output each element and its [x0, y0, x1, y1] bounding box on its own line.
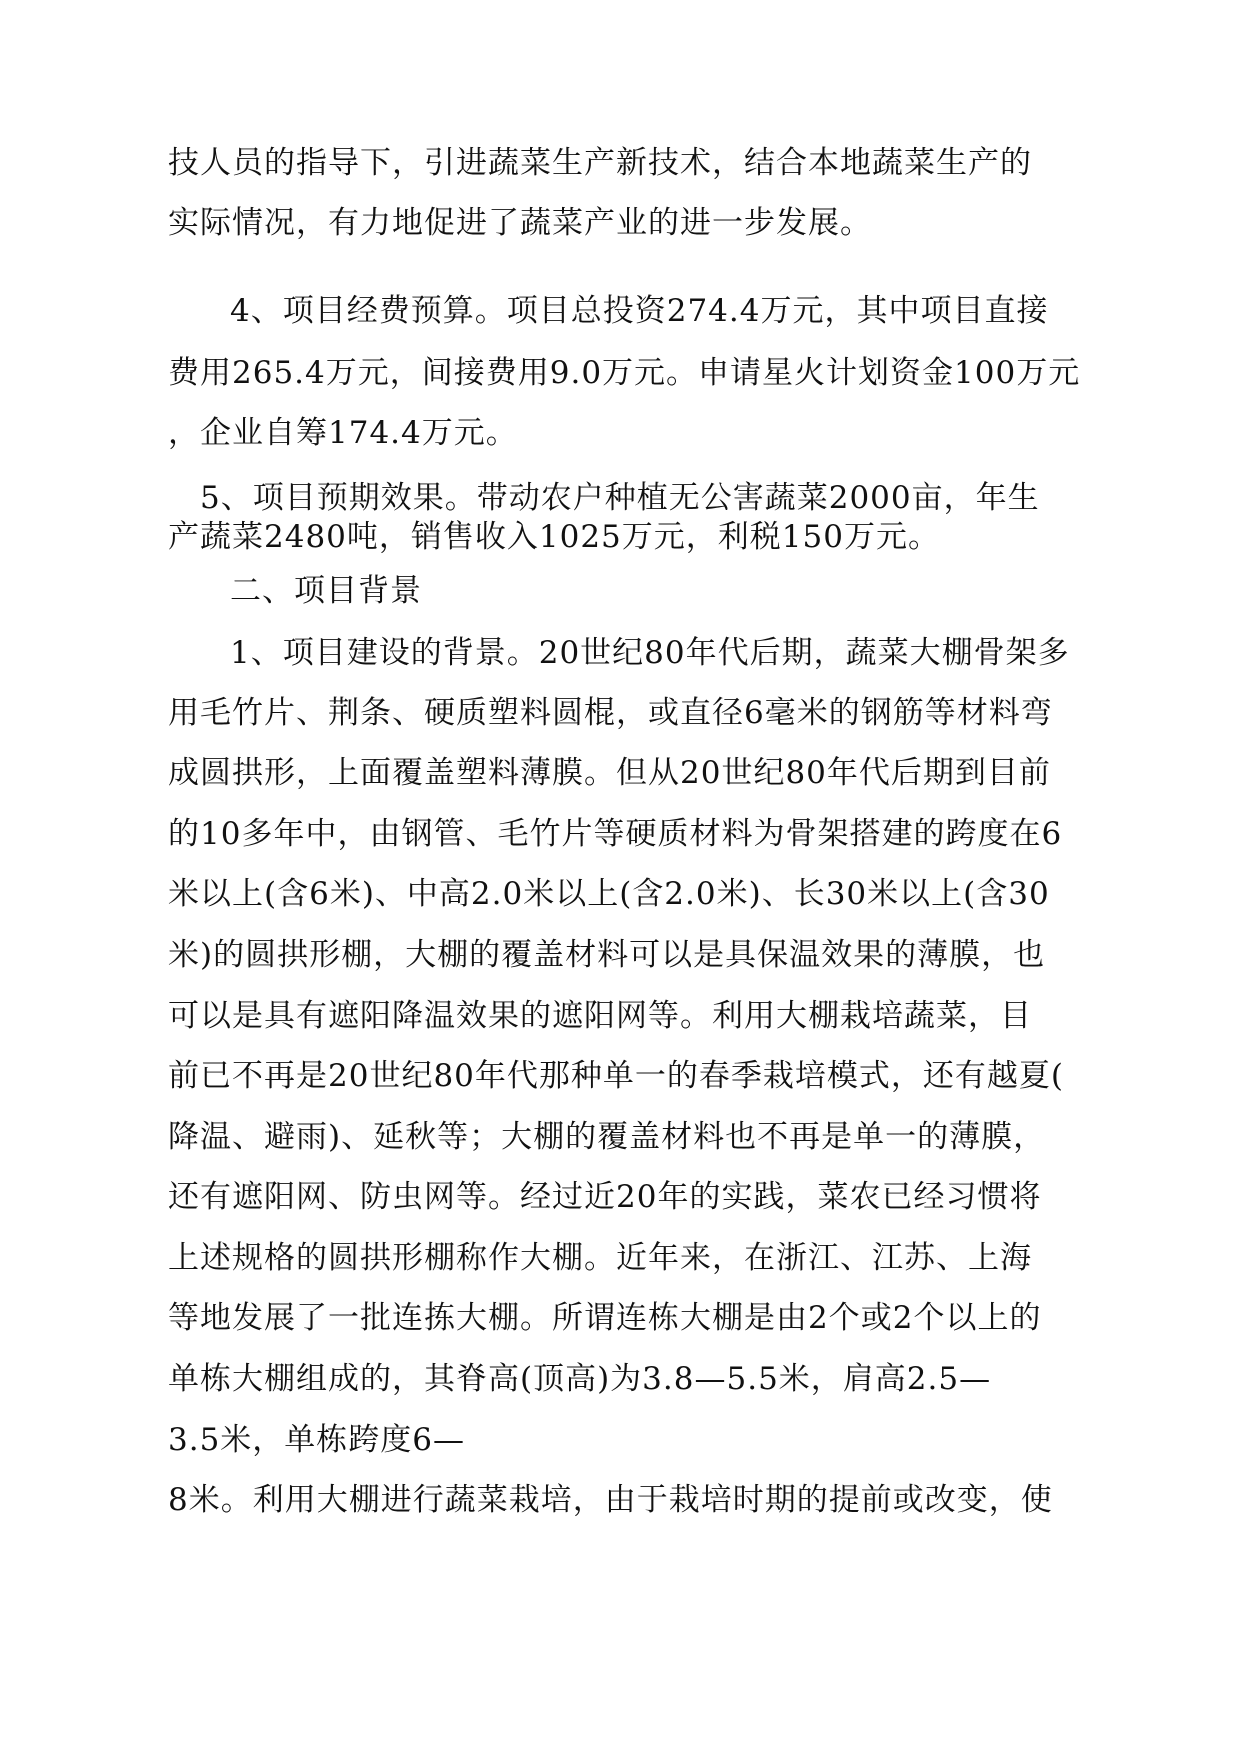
text-line-12: 的10多年中，由钢管、毛竹片等硬质材料为骨架搭建的跨度在6 — [168, 816, 1063, 852]
text-line-18: 还有遮阳网、防虫网等。经过近20年的实践，菜农已经习惯将 — [168, 1179, 1042, 1215]
text-line-22: 3.5米，单栋跨度6— — [168, 1422, 466, 1458]
text-line-17: 降温、避雨)、延秋等；大棚的覆盖材料也不再是单一的薄膜， — [168, 1119, 1046, 1155]
text-line-15: 可以是具有遮阳降温效果的遮阳网等。利用大棚栽培蔬菜，目 — [168, 998, 1032, 1034]
text-line-23: 8米。利用大棚进行蔬菜栽培，由于栽培时期的提前或改变，使 — [168, 1482, 1053, 1518]
section-heading: 二、项目背景 — [230, 573, 422, 609]
text-line-13: 米以上(含6米)、中高2.0米以上(含2.0米)、长30米以上(含30 — [168, 876, 1050, 912]
text-line-6: 5、项目预期效果。带动农户种植无公害蔬菜2000亩，年生 — [200, 480, 1040, 516]
text-line-1: 技人员的指导下，引进蔬菜生产新技术，结合本地蔬菜生产的 — [168, 145, 1032, 181]
text-line-5: ，企业自筹174.4万元。 — [168, 415, 518, 451]
text-line-4: 费用265.4万元，间接费用9.0万元。申请星火计划资金100万元 — [168, 355, 1081, 391]
text-line-19: 上述规格的圆拱形棚称作大棚。近年来，在浙江、江苏、上海 — [168, 1240, 1032, 1276]
text-line-21: 单栋大棚组成的，其脊高(顶高)为3.8—5.5米，肩高2.5— — [168, 1361, 992, 1397]
text-line-9: 1、项目建设的背景。20世纪80年代后期，蔬菜大棚骨架多 — [230, 635, 1070, 671]
text-line-14: 米)的圆拱形棚，大棚的覆盖材料可以是具保温效果的薄膜，也 — [168, 937, 1046, 973]
text-line-7: 产蔬菜2480吨，销售收入1025万元，利税150万元。 — [168, 519, 940, 555]
text-line-11: 成圆拱形，上面覆盖塑料薄膜。但从20世纪80年代后期到目前 — [168, 755, 1051, 791]
text-line-2: 实际情况，有力地促进了蔬菜产业的进一步发展。 — [168, 205, 872, 241]
text-line-16: 前已不再是20世纪80年代那种单一的春季栽培模式，还有越夏( — [168, 1058, 1064, 1094]
text-line-10: 用毛竹片、荆条、硬质塑料圆棍，或直径6毫米的钢筋等材料弯 — [168, 695, 1053, 731]
text-line-3: 4、项目经费预算。项目总投资274.4万元，其中项目直接 — [230, 293, 1049, 329]
text-line-20: 等地发展了一批连拣大棚。所谓连栋大棚是由2个或2个以上的 — [168, 1300, 1042, 1336]
